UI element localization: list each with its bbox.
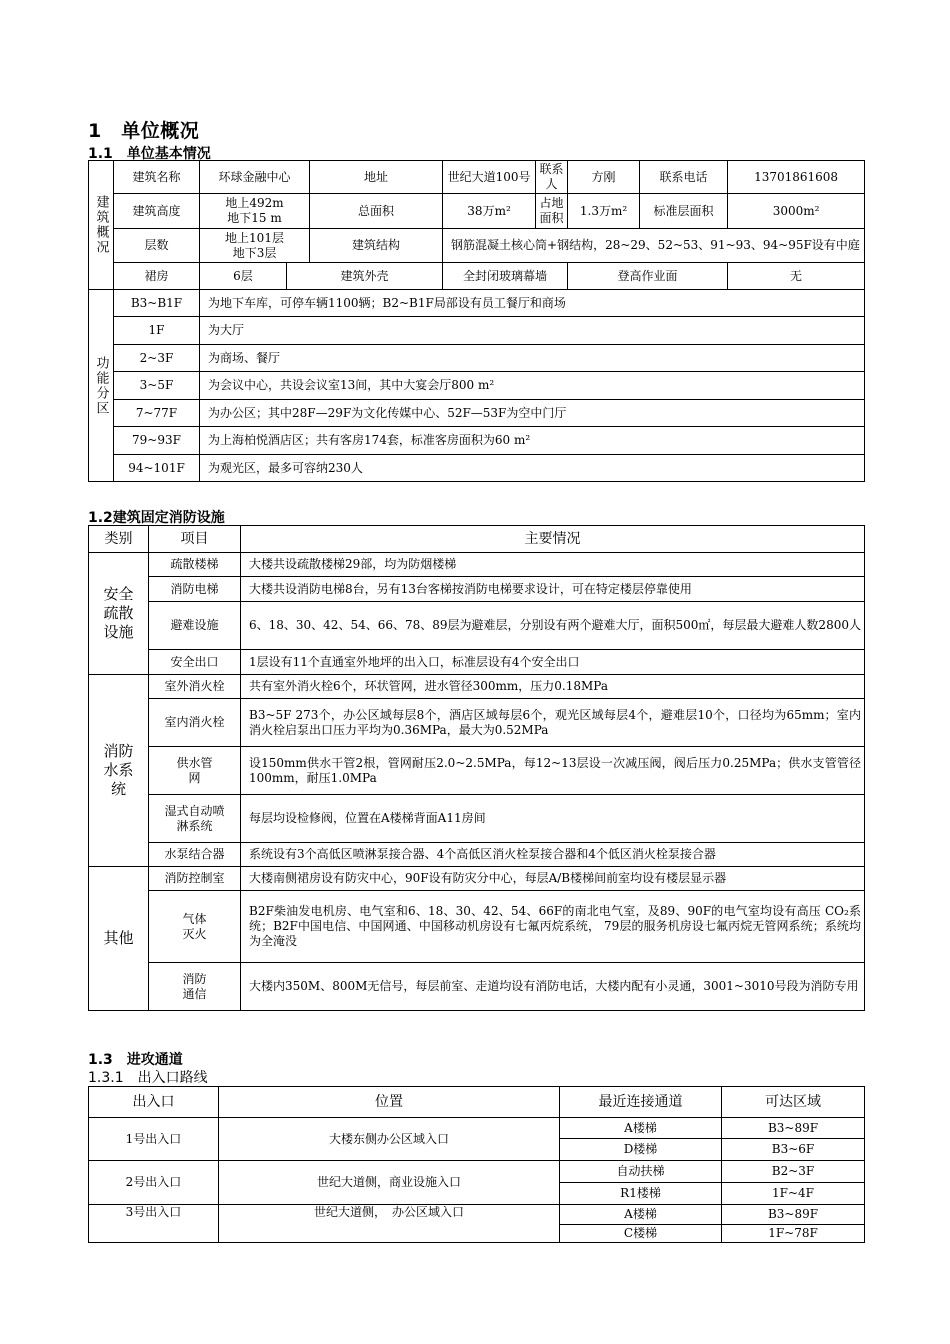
climb-label: 登高作业面 [568,263,728,290]
facility-desc: B2F柴油发电机房、电气室和6、18、30、42、54、66F的南北电气室，及89、90F的电气室均设有高压 CO₂系统；B2F中国电信、中国网通、中国移动机房设有七氟丙烷系统， 79层的服务机房设七氟丙烷无管网系统；系统均为全淹没 [241,891,865,963]
entrance-location: 世纪大道侧， 办公区域入口 [219,1205,560,1243]
entrance-area: 1F~4F [722,1183,865,1205]
entrance-location: 大楼东侧办公区域入口 [219,1118,560,1161]
shell-label: 建筑外壳 [287,263,443,290]
entrance-name: 1号出入口 [89,1118,219,1161]
total-area-value: 38万m² [443,194,536,229]
facility-desc: 1层设有11个直通室外地坪的出入口，标准层设有4个安全出口 [241,650,865,675]
floors-label: 层数 [114,229,200,263]
zone-desc: 为办公区；其中28F—29F为文化传媒中心、52F—53F为空中门厅 [200,400,865,427]
zone-desc: 为观光区，最多可容纳230人 [200,455,865,482]
facility-desc: 系统设有3个高低区喷淋泵接合器、4个高低区消火栓泵接合器和4个低区消火栓泵接合器 [241,843,865,867]
land-area-label: 占地面积 [536,194,568,229]
entrance-routes-table [88,1086,865,1243]
zone-desc: 为地下车库，可停车辆1100辆；B2~B1F局部设有员工餐厅和商场 [200,290,865,317]
address-value: 世纪大道100号 [443,161,536,194]
height-above: 地上492m [225,196,284,210]
facility-item: 消防控制室 [149,867,241,891]
structure-value: 钢筋混凝土核心筒+钢结构，28~29、52~53、91~93、94~95F设有中庭 [443,229,865,263]
facility-item: 消防通信 [149,963,241,1011]
entrance-area: B3~6F [722,1139,865,1161]
contact-value: 方刚 [568,161,640,194]
std-floor-value: 3000m² [728,194,865,229]
category-other: 其他 [89,867,149,1011]
land-area-value: 1.3万m² [568,194,640,229]
section-1-2-title: 1.2建筑固定消防设施 [88,510,225,526]
building-name: 环球金融中心 [200,161,310,194]
zone-floor: 7~77F [114,400,200,427]
height-below: 地下15 m [227,211,282,225]
facility-item: 气体灭火 [149,891,241,963]
col-header-channel: 最近连接通道 [560,1087,722,1118]
floors-below: 地下3层 [232,245,277,260]
entrance-name: 3号出入口 [89,1205,219,1243]
category-water: 消防水系统 [89,675,149,867]
building-overview-label: 建筑概况 [89,161,114,290]
section-1-1-title: 1.1 单位基本情况 [88,146,211,162]
height-value [200,194,310,229]
floors-value [200,229,310,263]
entrance-area: 1F~78F [722,1225,865,1243]
facility-desc: 每层均设检修阀，位置在A楼梯背面A11房间 [241,795,865,843]
facility-desc: 大楼南侧裙房设有防灾中心，90F设有防灾分中心，每层A/B楼梯间前室均设有楼层显示器 [241,867,865,891]
zone-floor: B3~B1F [114,290,200,317]
entrance-area: B3~89F [722,1205,865,1225]
facility-item: 水泵结合器 [149,843,241,867]
entrance-area: B3~89F [722,1118,865,1139]
contact-label: 联系人 [536,161,568,194]
std-floor-label: 标准层面积 [640,194,728,229]
entrance-area: B2~3F [722,1161,865,1183]
name-label: 建筑名称 [114,161,200,194]
podium-label: 裙房 [114,263,200,290]
height-label: 建筑高度 [114,194,200,229]
col-header-entrance: 出入口 [89,1087,219,1118]
floors-above: 地上101层 [225,230,284,245]
total-area-label: 总面积 [310,194,443,229]
climb-value: 无 [728,263,865,290]
col-header-item: 项目 [149,526,241,553]
entrance-channel: A楼梯 [560,1118,722,1139]
facility-desc: 大楼内350M、800M无信号，每层前室、走道均设有消防电话，大楼内配有小灵通，3001~3010号段为消防专用 [241,963,865,1011]
zone-floor: 1F [114,317,200,345]
section-1-3-title: 1.3 进攻通道 [88,1052,183,1068]
facility-item: 消防电梯 [149,577,241,602]
facility-item: 避难设施 [149,602,241,650]
zone-desc: 为上海柏悦酒店区；共有客房174套，标准客房面积为60 m² [200,427,865,455]
facility-desc: B3~5F 273个，办公区域每层8个，酒店区域每层6个，观光区域每层4个，避难层10个，口径均为65mm；室内消火栓启泵出口压力平均为0.36MPa，最大为0.52MPa [241,699,865,747]
col-header-location: 位置 [219,1087,560,1118]
zone-floor: 3~5F [114,372,200,400]
zone-floor: 94~101F [114,455,200,482]
entrance-channel: C楼梯 [560,1225,722,1243]
function-zones-label: 功能分区 [89,290,114,482]
structure-label: 建筑结构 [310,229,443,263]
facility-desc: 共有室外消火栓6个，环状管网，进水管径300mm，压力0.18MPa [241,675,865,699]
podium-value: 6层 [200,263,287,290]
col-header-category: 类别 [89,526,149,553]
zone-desc: 为会议中心，共设会议室13间，其中大宴会厅800 m² [200,372,865,400]
building-overview-table [88,160,865,482]
section-1-title: 1 单位概况 [88,120,200,142]
shell-value: 全封闭玻璃幕墙 [443,263,568,290]
facility-desc: 大楼共设消防电梯8台，另有13台客梯按消防电梯要求设计，可在特定楼层停靠使用 [241,577,865,602]
entrance-channel: A楼梯 [560,1205,722,1225]
zone-floor: 2~3F [114,345,200,372]
zone-floor: 79~93F [114,427,200,455]
zone-desc: 为商场、餐厅 [200,345,865,372]
facility-item: 室外消火栓 [149,675,241,699]
entrance-channel: 自动扶梯 [560,1161,722,1183]
facility-desc: 6、18、30、42、54、66、78、89层为避难层，分别设有两个避难大厅，面积500㎡，每层最大避难人数2800人 [241,602,865,650]
category-safety: 安全疏散设施 [89,553,149,675]
facility-item: 湿式自动喷淋系统 [149,795,241,843]
zone-desc: 为大厅 [200,317,865,345]
col-header-area: 可达区域 [722,1087,865,1118]
facility-item: 室内消火栓 [149,699,241,747]
phone-label: 联系电话 [640,161,728,194]
facility-desc: 大楼共设疏散楼梯29部，均为防烟楼梯 [241,553,865,577]
facility-desc: 设150mm供水干管2根，管网耐压2.0~2.5MPa，每12~13层设一次减压阀，阀后压力0.25MPa；供水支管管径 100mm，耐压1.0MPa [241,747,865,795]
fire-facilities-table [88,525,865,1011]
entrance-channel: R1楼梯 [560,1183,722,1205]
entrance-location: 世纪大道侧，商业设施入口 [219,1161,560,1205]
facility-item: 安全出口 [149,650,241,675]
entrance-channel: D楼梯 [560,1139,722,1161]
section-1-3-1-title: 1.3.1 出入口路线 [88,1070,208,1086]
entrance-name: 2号出入口 [89,1161,219,1205]
facility-item: 疏散楼梯 [149,553,241,577]
facility-item: 供水管网 [149,747,241,795]
address-label: 地址 [310,161,443,194]
col-header-details: 主要情况 [241,526,865,553]
phone-value: 13701861608 [728,161,865,194]
